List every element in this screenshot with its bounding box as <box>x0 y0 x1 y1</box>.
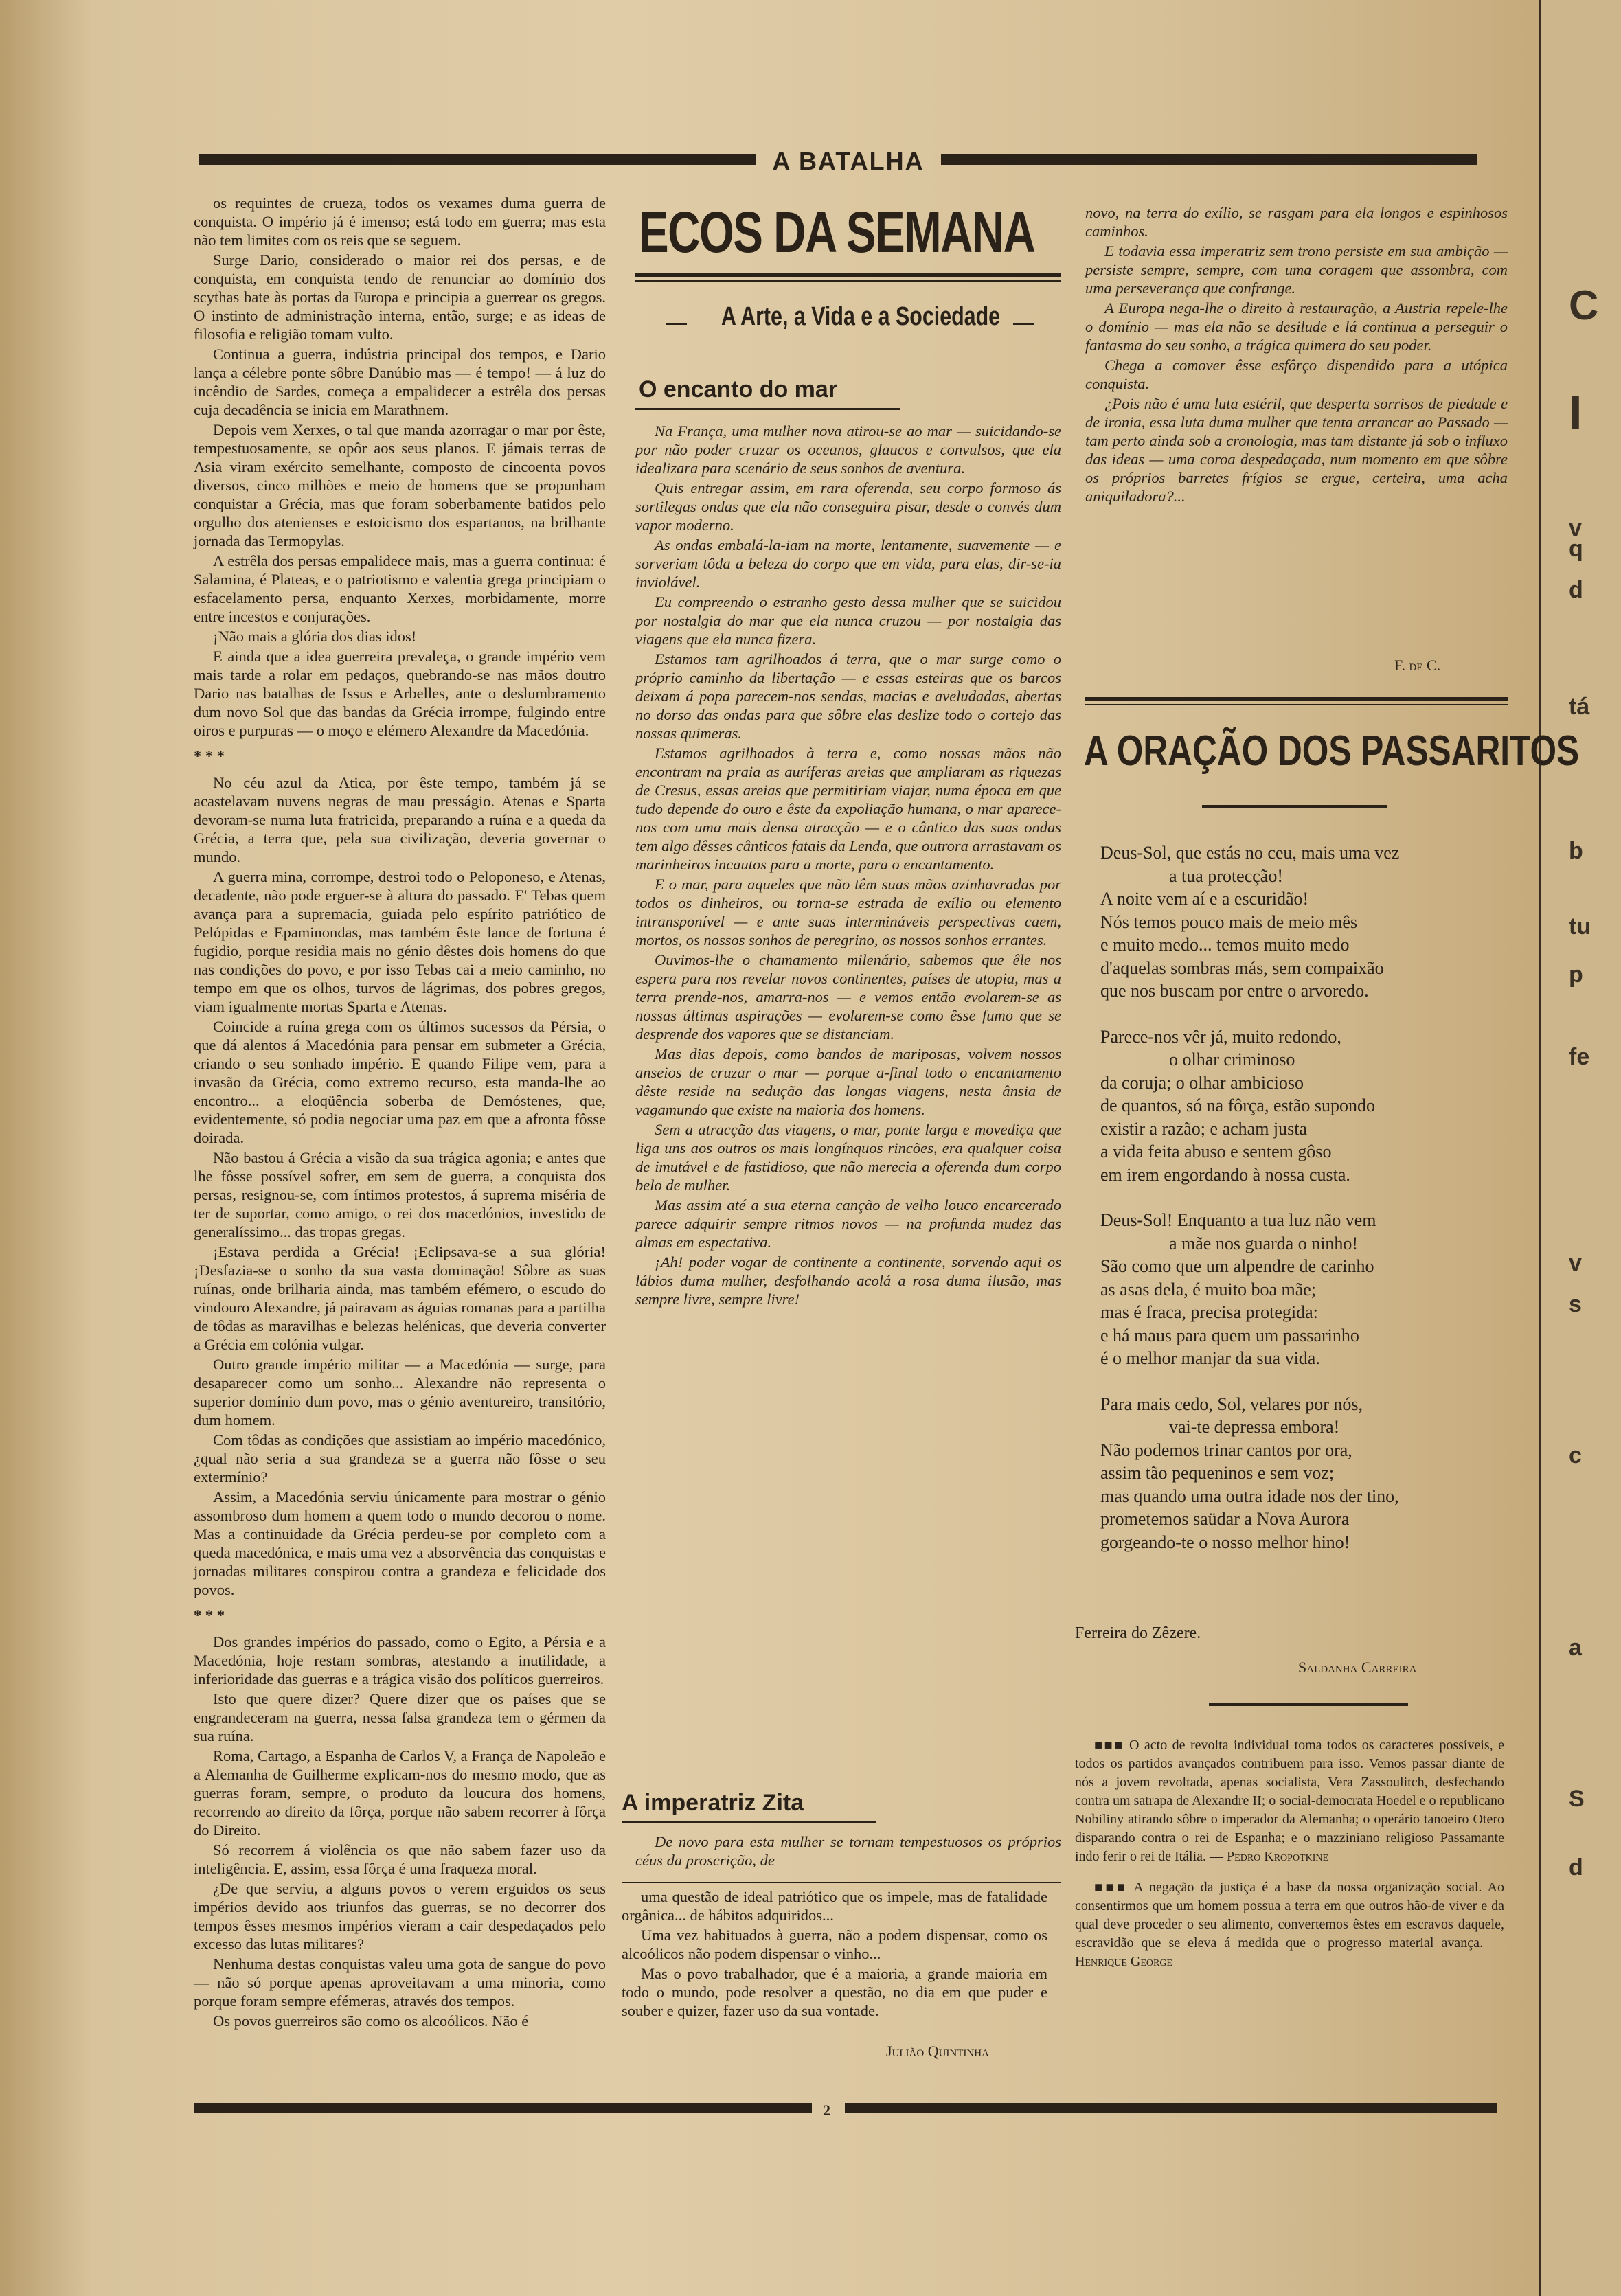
poem-line: vai-te depressa embora! <box>1169 1417 1340 1437</box>
paragraph: Na França, uma mulher nova atirou-se ao mar — suicidando-se por não poder cruzar os oceanos, glaucos e convulsos, que ela idealizara para scenário de seus sonhos de aventura. <box>635 422 1061 477</box>
poem-line: que nos buscam por entre o arvoredo. <box>1100 981 1369 1001</box>
title-rule <box>635 280 1061 282</box>
signature-quintinha: Julião Quintinha <box>886 2043 989 2060</box>
poem-line: A noite vem aí e a escuridão! <box>1100 889 1309 909</box>
edge-letter: v <box>1569 1250 1582 1276</box>
edge-letter: C <box>1569 282 1599 328</box>
page-number: 2 <box>823 2102 830 2119</box>
paragraph: os requintes de crueza, todos os vexames duma guerra de conquista. O império já é imenso; está todo em guerra; mas esta não tem limites com os reis que se seguem. <box>194 194 606 249</box>
paragraph: Mas o povo trabalhador, que é a maioria, a grande maioria em todo o mundo, pode resolver a questão, no dia em que puder e souber e quizer, fazer uso da sua vontade. <box>622 1965 1047 2019</box>
paragraph: E o mar, para aqueles que não têm suas mãos azinhavradas por todos os dinheiros, ou torna-se estrada de exílio ou elemento intransponível — e ante suas intermináveis perspectivas caem, mortos, os nossos sonhos de peregrino, os nossos sonhos errantes. <box>635 876 1061 948</box>
paragraph: Mas assim até a sua eterna canção de velho louco encarcerado parece adquirir sempre ritmos novos — na profunda mudez das almas em espectativa. <box>635 1196 1061 1251</box>
poem-line: é o melhor manjar da sua vida. <box>1100 1348 1320 1368</box>
paragraph: Roma, Cartago, a Espanha de Carlos V, a França de Napoleão e a Alemanha de Guilherme explicam-nos do mesmo modo, que as guerras foram, sempre, o produto da loucura dos homens, recorrendo ao direito da fôrça, porque não sabem recorrer à fôrça do Direito. <box>194 1747 606 1839</box>
poem-line: prometemos saüdar a Nova Aurora <box>1100 1509 1350 1529</box>
section-rule <box>1209 1703 1408 1706</box>
paragraph: Os povos guerreiros são como os alcoólicos. Não é <box>213 2012 529 2030</box>
paragraph: novo, na terra do exílio, se rasgam para ela longos e espinhosos caminhos. <box>1085 204 1508 240</box>
poem-line: Deus-Sol! Enquanto a tua luz não vem <box>1100 1210 1376 1230</box>
paragraph: Surge Dario, considerado o maior rei dos persas, e de conquista, em conquista tendo de renunciar ao domínio dos scythas bate às portas da Europa e principia a guerrear os gregos. O instinto de administração interna, então, surge; e as ideas de filosofia e religião tomam vulto. <box>194 251 606 343</box>
subtitle-dash <box>1013 323 1034 325</box>
poem-line: Para mais cedo, Sol, velares por nós, <box>1100 1394 1363 1414</box>
masthead-rule-left <box>199 154 756 165</box>
poem-line: as asas dela, é muito boa mãe; <box>1100 1279 1317 1299</box>
adjacent-page-edge <box>1539 0 1621 2296</box>
section-rule <box>1085 704 1508 705</box>
paragraph: Ouvimos-lhe o chamamento milenário, sabemos que êle nos espera para nos revelar novos continentes, países de utopia, mas a terra prende-nos, amarra-nos — e vemos então evolarem-se as nossas últimas aspirações — evolarem-se como êsse fumo que se desprende dos vapores que se distanciam. <box>635 951 1061 1043</box>
poem-line: o olhar criminoso <box>1169 1049 1295 1069</box>
poem-title: A ORAÇÃO DOS PASSARITOS <box>1084 727 1580 775</box>
poem-line: Nós temos pouco mais de meio mês <box>1100 911 1358 932</box>
paragraph: Quis entregar assim, em rara oferenda, seu corpo formoso ás sortilegas ondas que ela não conseguira pisar, desde o convés dum vapor moderno. <box>635 479 1061 534</box>
paragraph: Dos grandes impérios do passado, como o Egito, a Pérsia e a Macedónia, hoje restam sombras, atestando a inutilidade, a inferioridade das guerras e a trágica visão dos políticos guerreiros. <box>194 1633 606 1687</box>
poem-line: em irem engordando à nossa custa. <box>1100 1164 1350 1185</box>
poem-line: existir a razão; e acham justa <box>1100 1118 1308 1139</box>
poem-line: da coruja; o olhar ambicioso <box>1100 1072 1304 1093</box>
paragraph: As ondas embalá-la-iam na morte, lentamente, suavemente — e sorveriam tôda a beleza do corpo que em vida, para elas, dir-se-ia inviolável. <box>635 536 1061 591</box>
edge-letter: q <box>1569 536 1583 562</box>
bullet-icon: ■■■ <box>1094 1880 1129 1895</box>
edge-letter: S <box>1569 1786 1585 1812</box>
ecos-title: ECOS DA SEMANA <box>639 200 1035 264</box>
poem-line: Não podemos trinar cantos por ora, <box>1100 1440 1352 1460</box>
poem-line: gorgeando-te o nosso melhor hino! <box>1100 1532 1350 1552</box>
paragraph: E todavia essa imperatriz sem trono persiste em sua ambição — persiste sempre, sempre, com uma coragem que assombra, com uma perseverança que confrange. <box>1085 242 1508 297</box>
paragraph: ¡Não mais a glória dos dias idos! <box>213 628 417 645</box>
paragraph: Outro grande império militar — a Macedónia — surge, para desaparecer como um sonho... Alexandre não representa o superior domínio dum povo, mas o génio aventureiro, transitório, dum homem. <box>194 1356 606 1429</box>
paragraph: Isto que quere dizer? Quere dizer que os países que se engrandeceram na guerra, nessa falsa grandeza tem o gérmen da sua ruína. <box>194 1690 606 1744</box>
ecos-subtitle: A Arte, a Vida e a Sociedade <box>721 302 1001 331</box>
poem-line: de quantos, só na fôrça, estão supondo <box>1100 1095 1376 1115</box>
section-rule <box>1085 697 1508 701</box>
section-rule <box>635 408 900 410</box>
edge-letter: tá <box>1569 694 1590 720</box>
edge-letter: s <box>1569 1291 1582 1317</box>
paragraph: Estamos agrilhoados à terra e, como nossas mãos não encontram na praia as auríferas areias que ampliaram as riquezas de Cresus, essas areias que permitiriam viajar, numa época em que tudo depende do ouro e êste da expoliação humana, o mar aparece-nos com uma mais densa atracção — e o cântico das suas ondas tem algo dêsses cânticos fatais da Lenda, que outrora arrastavam os marinheiros incautos para a morte, para o encantamento. <box>635 745 1061 873</box>
poem-line: Parece-nos vêr já, muito redondo, <box>1100 1026 1341 1047</box>
section-title-mar: O encanto do mar <box>639 376 838 402</box>
edge-letter: a <box>1569 1635 1582 1661</box>
edge-letter: d <box>1569 577 1583 603</box>
edge-letter: p <box>1569 962 1583 988</box>
signature-fdec: F. de C. <box>1394 657 1441 674</box>
article-wars-continued <box>622 1887 1047 2019</box>
poem-line: Deus-Sol, que estás no ceu, mais uma vez <box>1100 843 1400 863</box>
paragraph: E ainda que a idea guerreira prevaleça, o grande império vem mais tarde a rolar em pedaços, quebrando-se nas mãos doutro Dario nas batalhas de Issus e Arbelles, ante o deslumbramento dum novo Sol que das bandas da Grécia irrompe, fulgindo entre oiros e purpuras — o moço e elémero Alexandre da Macedónia. <box>194 648 606 739</box>
paragraph: Nenhuma destas conquistas valeu uma gota de sangue do povo — não só porque apenas aproveitavam a uma minoria, como porque foram sempre efémeras, através dos tempos. <box>194 1955 606 2010</box>
edge-letter: I <box>1569 385 1583 439</box>
poem-line: d'aquelas sombras más, sem compaixão <box>1100 957 1384 978</box>
bullet-icon: ■■■ <box>1094 1738 1124 1753</box>
edge-letter: v <box>1569 515 1582 541</box>
article-encanto-do-mar <box>635 422 1061 1768</box>
paragraph: Só recorrem á violência os que não sabem fazer uso da inteligência. E, assim, essa fôrça é uma fraqueza moral. <box>194 1841 606 1877</box>
quotes-column <box>1075 1736 1504 2073</box>
poem-line: mas quando uma outra idade nos der tino, <box>1100 1486 1399 1506</box>
quote-george <box>1075 1878 1504 1971</box>
paragraph: De novo para esta mulher se tornam tempestuosos os próprios céus da proscrição, de <box>635 1833 1061 1869</box>
masthead-rule-right <box>941 154 1477 165</box>
paragraph: Sem a atracção das viagens, o mar, ponte larga e movediça que liga uns aos outros os mais longínquos rincões, era qualquer coisa de imutável e de fastidioso, que não merecia a oferenda dum corpo belo de mulher. <box>635 1121 1061 1194</box>
paragraph: Com tôdas as condições que assistiam ao império macedónico, ¿qual não seria a sua grandeza se a guerra não fôsse o seu extermínio? <box>194 1431 606 1486</box>
quote-author: Henrique George <box>1075 1954 1172 1969</box>
paragraph: Uma vez habituados à guerra, não a podem dispensar, como os alcoólicos não podem dispensar o vinho... <box>622 1926 1047 1962</box>
edge-letter: b <box>1569 838 1583 864</box>
quote-author: Pedro Kropotkine <box>1227 1849 1329 1864</box>
article-wars-column <box>194 194 606 2096</box>
edge-letter: d <box>1569 1854 1583 1880</box>
quote-text: A negação da justiça é a base da nossa organização social. Ao consentirmos que um homem possua a terra em que outros hão-de viver e da qual deve proceder o seu alimento, convertemos êstes em escravos daquele, escravidão que se eleva á medida que o progresso material avança. — <box>1075 1880 1504 1951</box>
section-rule <box>622 1821 876 1823</box>
column-rule <box>622 1882 1061 1883</box>
paragraph: Continua a guerra, indústria principal dos tempos, e Dario lança a célebre ponte sôbre Danúbio mas — é tempo! — á luz do incêndio de Sardes, começa a empalidecer a estrêla dos persas cuja decadência se inicia em Marathnem. <box>194 345 606 418</box>
quote-text: O acto de revolta individual toma todos os caracteres possíveis, e todos os partidos avançados contribuem para isso. Vemos passar diante de nós a jovem revoltada, apenas socialista, Vera Zassoulitch, desfechando contra um satrapa de Alexandre II; o social-democrata Hoedel e o republicano Nobiliny atirando sôbre o imperador da Alemanha; o operário tanoeiro Otero disparando contra o rei de Espanha; e o mazziniano religioso Passamante indo ferir o rei de Itália. — <box>1075 1738 1504 1864</box>
paragraph: No céu azul da Atica, por êste tempo, também já se acastelavam nuvens negras de mau presságio. Atenas e Sparta devoram-se numa luta fratricida, preparando a ruína e a queda da Grécia, a terra que, pela sua civilização, deveria governar o mundo. <box>194 774 606 865</box>
article-zita-continued <box>1085 203 1508 657</box>
title-rule <box>1202 805 1387 808</box>
masthead-title: A BATALHA <box>772 147 925 175</box>
article-zita-start <box>635 1832 1061 1874</box>
paragraph: ¿Pois não é uma luta estéril, que desperta sorrisos de piedade e de ironia, essa luta duma mulher que tenta arrancar ao Passado — tam perto ainda sob a cronologia, mas tam distante já sob o influxo das ideas — uma coroa despedaçada, num momento em que sôbre os próprios barretes frígios se ergue, certeira, uma acha aniquiladora?... <box>1085 395 1508 505</box>
poem-place: Ferreira do Zêzere. <box>1075 1624 1201 1642</box>
footer-rule-right <box>845 2103 1497 2113</box>
paragraph: uma questão de ideal patriótico que os impele, mas de fatalidade orgânica... de hábitos adquiridos... <box>622 1888 1047 1924</box>
paragraph: Estamos tam agrilhoados á terra, que o mar surge como o próprio caminho da libertação — e essas esteiras que os barcos deixam á popa parecem-nos sendas, macias e aveludadas, abertas no dorso das ondas para que sôbre elas deslize todo o cortejo das nossas quimeras. <box>635 650 1061 742</box>
edge-letter: c <box>1569 1442 1582 1468</box>
section-title-zita: A imperatriz Zita <box>622 1790 804 1816</box>
paragraph: ¿De que serviu, a alguns povos o verem erguidos os seus impérios devido aos triunfos das guerras, se no decorrer dos tempos êsses mesmos impérios vieram a cair despedaçados pelo excesso das lutas militares? <box>194 1880 606 1953</box>
title-rule <box>635 273 1061 277</box>
paragraph: Chega a comover êsse esfôrço dispendido para a utópica conquista. <box>1085 356 1508 392</box>
paragraph: Depois vem Xerxes, o tal que manda azorragar o mar por êste, tempestuosamente, se opôr aos seus planos. E jámais terras de Asia viram exército semelhante, composto de cincoenta povos diversos, cinco milhões e meio de homens que se propunham conquistar a Grécia, mas que foram soberbamente batidos pelo orgulho dos atenienses e estoicismo dos espartanos, na brilhante jornada das Termopylas. <box>194 421 606 549</box>
poem-line: e muito medo... temos muito medo <box>1100 935 1350 955</box>
paragraph: Coincide a ruína grega com os últimos sucessos da Pérsia, o que dá alentos á Macedónia para pensar em submeter a Grécia, criando o seu sonhado império. E quando Filipe vem, para a invasão da Grécia, como extremo recurso, esta manda-lhe ao encontro... a eloqüência soberba de Demóstenes, que, evidentemente, só podia negociar uma paz em que a afronta fôsse doirada. <box>194 1018 606 1146</box>
paragraph: ¡Estava perdida a Grécia! ¡Eclipsava-se a sua glória! ¡Desfazia-se o sonho da sua vasta dominação! Sôbre as suas ruínas, onde brilharia ainda, mas também efémero, o escudo do vindouro Alexandre, já pairavam as águias romanas para a partilha de tôdas as maravilhas e belezas helénicas, que deveria converter a Grécia em colónia vulgar. <box>194 1243 606 1353</box>
poem-line: mas é fraca, precisa protegida: <box>1100 1302 1318 1322</box>
paragraph: Não bastou á Grécia a visão da sua trágica agonia; e antes que lhe fôsse possível sofrer, em sem de guerra, a conquista dos persas, resignou-se, com íntimos protestos, á suprema miséria de ter de suportar, como amigo, o rei dos macedónios, investido de generalíssimo... das tropas gregas. <box>194 1149 606 1240</box>
poem-line: a tua protecção! <box>1169 865 1284 886</box>
paragraph: Mas dias depois, como bandos de mariposas, volvem nossos anseios de cruzar o mar — porque a-final todo o encantamento dêste reside na sedução das longas viagens, nesta ânsia de vagamundo que existe na maioria dos homens. <box>635 1045 1061 1118</box>
edge-letter: tu <box>1569 913 1591 940</box>
poem-author: Saldanha Carreira <box>1298 1659 1417 1676</box>
footer-rule-left <box>194 2103 812 2113</box>
poem-body <box>1100 841 1399 1554</box>
paragraph: ¡Ah! poder vogar de continente a continente, sorvendo aqui os lábios duma mulher, desfolhando acolá a rosa duma ilusão, mas sempre livre, sempre livre! <box>635 1253 1061 1308</box>
poem-line: assim tão pequeninos e sem voz; <box>1100 1463 1335 1483</box>
poem-line: a mãe nos guarda o ninho! <box>1169 1233 1359 1253</box>
paragraph: A estrêla dos persas empalidece mais, mas a guerra continua: é Salamina, é Plateas, e o patriotismo e valentia grega principiam o esfacelamento persa, enquanto Xerxes, morbidamente, morre entre incestos e conjurações. <box>194 552 606 625</box>
edge-letter: fe <box>1569 1044 1590 1070</box>
quote-kropotkine <box>1075 1736 1504 1866</box>
paragraph: Assim, a Macedónia serviu únicamente para mostrar o génio assombroso dum homem a quem todo o mundo decorou o nome. Mas a continuidade da Grécia perdeu-se por completo com a queda macedónica, e mais uma vez a absorvência das conquistas e jornadas militares conspirou contra a grandeza e felicidade dos povos. <box>194 1488 606 1598</box>
poem-line: São como que um alpendre de carinho <box>1100 1256 1374 1276</box>
poem-line: a vida feita abuso e sentem gôso <box>1100 1141 1332 1161</box>
section-separator: * * * <box>194 747 225 764</box>
section-separator: * * * <box>194 1606 225 1624</box>
paragraph: Eu compreendo o estranho gesto dessa mulher que se suicidou por nostalgia do mar que ela nunca cruzou — por nostalgia das viagens que ela nunca fizera. <box>635 593 1061 648</box>
subtitle-dash <box>666 323 687 325</box>
paragraph: A Europa nega-lhe o direito à restauração, a Austria repele-lhe o domínio — mas ela não se desilude e lá continua a perseguir o fantasma do seu sonho, a trágica quimera do seu poder. <box>1085 299 1508 354</box>
poem-line: e há maus para quem um passarinho <box>1100 1325 1359 1345</box>
paragraph: A guerra mina, corrompe, destroi todo o Peloponeso, e Atenas, decadente, não pode erguer-se à altura do passado. E' Tebas quem avança para a supremacia, guiada pelo espírito patriótico de Pelópidas e Epaminondas, mas também êste lance de fortuna é fugidio, porque residia mais no génio dêstes dois homens do que nas condições do povo, e por isso Tebas cai a meio caminho, no tempo em que os olhos, turvos de lágrimas, dos pobres gregos, viam igualmente mortas Sparta e Atenas. <box>194 868 606 1015</box>
